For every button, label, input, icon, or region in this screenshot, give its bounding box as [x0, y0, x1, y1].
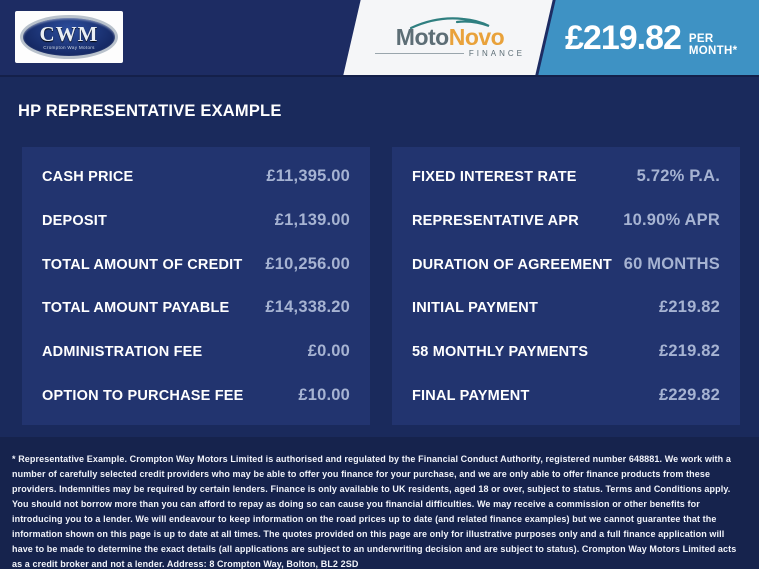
dealer-logo: [15, 11, 123, 63]
finance-row: [412, 255, 720, 274]
finance-panels: [22, 147, 740, 425]
motonovo-word-moto: Moto: [395, 24, 449, 50]
finance-row-value: 10.90% APR: [623, 210, 720, 229]
finance-row-label: OPTION TO PURCHASE FEE: [42, 387, 244, 404]
finance-row: [42, 255, 350, 274]
finance-row: [412, 386, 720, 405]
finance-row-label: 58 MONTHLY PAYMENTS: [412, 344, 589, 361]
finance-row-value: £10,256.00: [265, 254, 350, 273]
dealer-logo-text: CWM: [39, 22, 99, 46]
motonovo-finance-label: FINANCE: [468, 49, 525, 58]
finance-row-label: REPRESENTATIVE APR: [412, 212, 579, 229]
finance-row-value: 5.72% P.A.: [636, 167, 720, 185]
finance-row-label: DURATION OF AGREEMENT: [412, 256, 612, 273]
finance-row-value: £219.82: [658, 342, 720, 361]
finance-row-value: £219.82: [658, 298, 720, 317]
finance-row-label: TOTAL AMOUNT PAYABLE: [42, 300, 230, 317]
finance-panel-right: [392, 147, 740, 425]
finance-row-value: 60 MONTHS: [623, 254, 720, 273]
finance-row-value: £14,338.20: [265, 298, 350, 317]
finance-panel-left: [22, 147, 370, 425]
motonovo-finance-row: [375, 49, 525, 58]
finance-row-value: £10.00: [298, 385, 350, 404]
finance-row: [42, 342, 350, 361]
finance-row: [412, 342, 720, 361]
finance-row: [42, 211, 350, 230]
finance-row: [42, 386, 350, 405]
dealer-logo-oval: [20, 15, 118, 59]
dealer-logo-subtitle: Crompton Way Motors: [43, 45, 95, 50]
finance-row-label: ADMINISTRATION FEE: [42, 344, 203, 361]
finance-row: [412, 298, 720, 317]
finance-row-label: FINAL PAYMENT: [412, 387, 530, 404]
finance-row-label: TOTAL AMOUNT OF CREDIT: [42, 256, 243, 273]
finance-row-label: INITIAL PAYMENT: [412, 300, 538, 317]
finance-row: [412, 211, 720, 230]
finance-row: [412, 167, 720, 186]
footer-disclaimer: [0, 437, 759, 569]
page-title: HP REPRESENTATIVE EXAMPLE: [18, 102, 282, 120]
finance-row-value: £229.82: [658, 385, 720, 404]
motonovo-word-novo: Novo: [448, 24, 505, 50]
finance-row-value: £0.00: [307, 342, 350, 361]
finance-row-label: CASH PRICE: [42, 169, 134, 185]
finance-row-value: £1,139.00: [274, 210, 350, 229]
finance-row-label: DEPOSIT: [42, 212, 108, 229]
finance-row-label: FIXED INTEREST RATE: [412, 169, 577, 185]
monthly-price-period: PER MONTH*: [688, 32, 738, 57]
header-bar: [0, 0, 759, 77]
finance-row: [42, 167, 350, 186]
finance-row: [42, 298, 350, 317]
finance-row-value: £11,395.00: [266, 167, 350, 185]
finance-divider-line: [375, 53, 464, 54]
monthly-price: [565, 0, 755, 77]
monthly-price-amount: £219.82: [565, 19, 681, 57]
disclaimer-text: * Representative Example. Crompton Way Motors Limited is authorised and regulated by the Financial Conduct Authority, registered number 648881. We work with a number of carefully selected credit providers who may be able to offer you finance for your purchase, and we are only able to offer finance products from these providers. Indemnities may be required by certain lenders. Finance is only available to UK residents, aged 18 or over, subject to status. Terms and Conditions apply. You should not borrow more than you can afford to repay as doing so can cause you financial difficulties. We may receive a commission or other benefits for introducing you to a lender. We will endeavour to keep information on the road prices up to date (and related finance examples) but we cannot guarantee that the information shown on this page is up to date at all times. The quotes provided on this page are only for illustrative purposes only and a full finance application will have to be made to determine the exact details (all applications are subject to an underwriting decision and are subject to status). Crompton Way Motors Limited acts as a credit broker and not a lender. Address: 8 Crompton Way, Bolton, BL2 2SD: [12, 454, 737, 569]
motonovo-wordmark: [375, 26, 525, 48]
motonovo-logo: [375, 14, 525, 58]
